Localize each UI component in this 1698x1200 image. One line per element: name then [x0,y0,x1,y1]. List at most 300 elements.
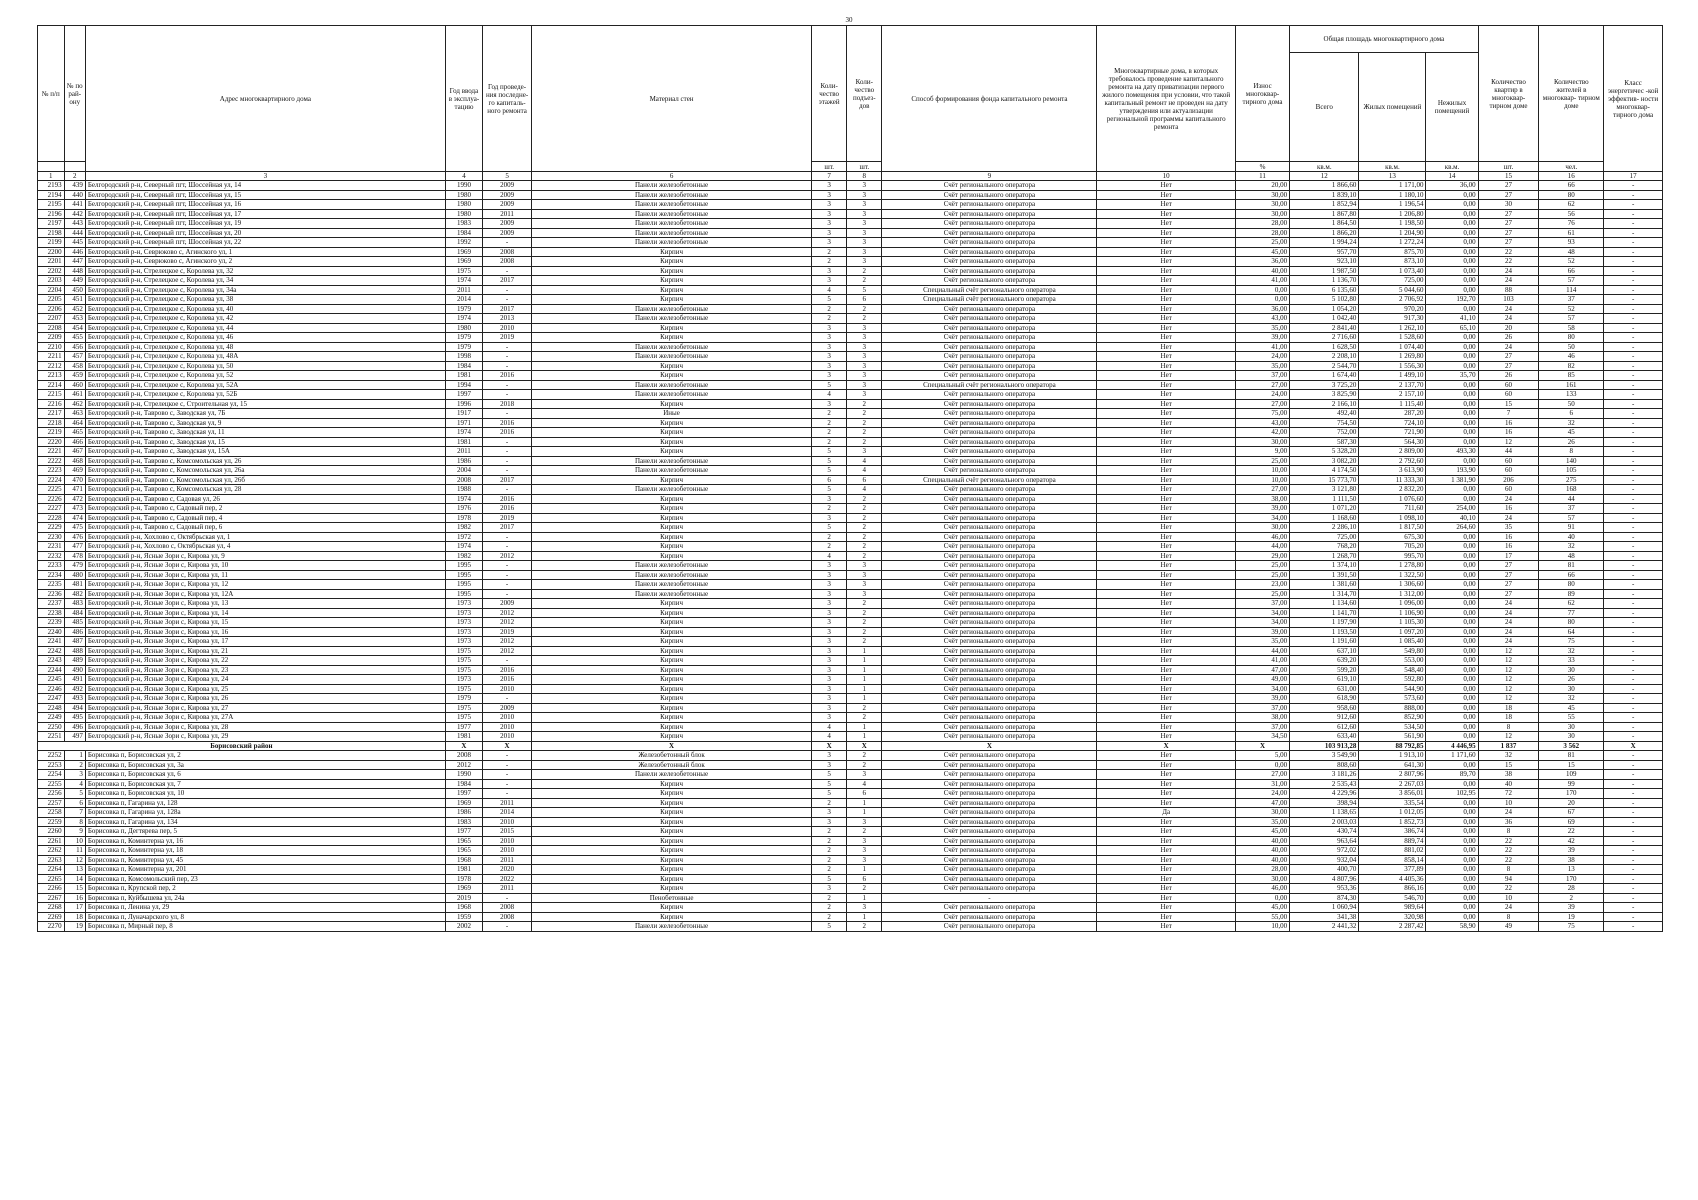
cell-wall-material: Панели железобетонные [532,485,812,495]
cell-area-living: 546,70 [1359,893,1426,903]
cell-num: 2193 [38,181,65,191]
cell-area-living: 1 096,00 [1359,599,1426,609]
unit-entrances: шт. [847,162,882,172]
cell-floors: 3 [812,646,847,656]
cell-floors: 3 [812,323,847,333]
cell-wall-material: Кирпич [532,694,812,704]
cell-wear: 5,00 [1235,751,1289,761]
cell-wall-material: Панели железобетонные [532,304,812,314]
cell-fund-method: Счёт регионального оператора [882,238,1097,248]
cell-entrances: 2 [847,827,882,837]
cell-fund-method: Счёт регионального оператора [882,846,1097,856]
cell-area-living: 1 913,10 [1359,751,1426,761]
cell-residents: 45 [1539,703,1604,713]
cell-residents: 170 [1539,874,1604,884]
cell-area-living: 1 074,40 [1359,342,1426,352]
header-entrances: Коли- чество подъез- дов [847,26,882,162]
cell-entrances: 3 [847,200,882,210]
cell-area-living: 1 262,10 [1359,323,1426,333]
table-row [38,323,1663,333]
cell-district-num: 475 [64,523,85,533]
table-row [38,665,1663,675]
cell-wear: 9,00 [1235,447,1289,457]
cell-flats: 24 [1478,903,1539,913]
table-row [38,418,1663,428]
table-row [38,836,1663,846]
cell-entrances: 3 [847,228,882,238]
cell-area-nonliving: 0,00 [1426,361,1478,371]
cell-address: Белгородский р-н, Хохлово с, Октябрьская ул, 1 [85,532,445,542]
cell-energy-class: - [1604,304,1663,314]
cell-wall-material: Кирпич [532,675,812,685]
cell-area-living: 1 073,40 [1359,266,1426,276]
cell-residents: 66 [1539,266,1604,276]
cell-wall-material: Кирпич [532,532,812,542]
cell-district-num: 467 [64,447,85,457]
cell-wall-material: Кирпич [532,285,812,295]
cell-flats: 22 [1478,836,1539,846]
cell-wear: 47,00 [1235,798,1289,808]
cell-year-commissioned: 1969 [445,257,482,267]
cell-residents: 32 [1539,418,1604,428]
cell-fund-method: Счёт регионального оператора [882,447,1097,457]
cell-floors: 3 [812,342,847,352]
cell-repair-needed: Нет [1097,694,1235,704]
cell-address: Белгородский р-н, Таврово с, Комсомольская ул, 26а [85,466,445,476]
cell-floors: 5 [812,380,847,390]
cell-wall-material: Кирпич [532,333,812,343]
cell-address: Белгородский р-н, Северный пгт, Шоссейная ул, 20 [85,228,445,238]
cell-address: Белгородский р-н, Таврово с, Заводская ул, 15 [85,437,445,447]
cell-entrances: 2 [847,428,882,438]
cell-num: 2265 [38,874,65,884]
cell-wear: 27,00 [1235,399,1289,409]
cell-year-commissioned: 1978 [445,513,482,523]
cell-wear: 46,00 [1235,532,1289,542]
cell-repair-needed: Нет [1097,323,1235,333]
cell-num: 2224 [38,475,65,485]
cell-district-num: 478 [64,551,85,561]
table-row [38,684,1663,694]
cell-wear: 46,00 [1235,884,1289,894]
cell-area-nonliving: 0,00 [1426,285,1478,295]
cell-floors: 5 [812,789,847,799]
cell-area-total: 1 867,80 [1290,209,1359,219]
cell-district-num: 497 [64,732,85,742]
cell-num: 2241 [38,637,65,647]
cell-flats: 27 [1478,238,1539,248]
cell-year-last-repair: 2010 [483,713,532,723]
cell-area-total: 1 866,60 [1290,181,1359,191]
cell-energy-class: - [1604,751,1663,761]
cell-year-commissioned: 2019 [445,893,482,903]
cell-flats: 103 [1478,295,1539,305]
cell-flats: 10 [1478,798,1539,808]
table-row [38,428,1663,438]
cell-address: Белгородский р-н, Таврово с, Комсомольская ул, 26 [85,456,445,466]
cell-energy-class: - [1604,665,1663,675]
cell-residents: 58 [1539,323,1604,333]
cell-area-nonliving: 0,00 [1426,627,1478,637]
cell-address: Белгородский р-н, Таврово с, Садовый пер, 4 [85,513,445,523]
cell-area-total: 637,10 [1290,646,1359,656]
cell-fund-method: Счёт регионального оператора [882,789,1097,799]
district-x: X [882,741,1097,751]
cell-address: Белгородский р-н, Ясные Зори с, Кирова ул, 9 [85,551,445,561]
cell-year-commissioned: 1990 [445,181,482,191]
cell-num: 2217 [38,409,65,419]
cell-fund-method: Счёт регионального оператора [882,428,1097,438]
cell-year-commissioned: 1983 [445,219,482,229]
cell-district-num: 486 [64,627,85,637]
cell-residents: 57 [1539,513,1604,523]
unit-wear: % [1235,162,1289,172]
cell-entrances: 2 [847,751,882,761]
column-number: 16 [1539,172,1604,181]
cell-repair-needed: Нет [1097,257,1235,267]
cell-flats: 12 [1478,665,1539,675]
cell-num: 2208 [38,323,65,333]
table-row [38,618,1663,628]
cell-wear: 0,00 [1235,285,1289,295]
cell-year-commissioned: 1995 [445,561,482,571]
cell-residents: 80 [1539,618,1604,628]
cell-residents: 91 [1539,523,1604,533]
cell-address: Борисовка п, Ленина ул, 29 [85,903,445,913]
cell-district-num: 459 [64,371,85,381]
cell-entrances: 3 [847,817,882,827]
cell-wall-material: Панели железобетонные [532,770,812,780]
cell-wall-material: Кирпич [532,884,812,894]
cell-year-last-repair: 2012 [483,608,532,618]
cell-year-last-repair: - [483,485,532,495]
cell-address: Белгородский р-н, Стрелецкое с, Королева ул, 42 [85,314,445,324]
cell-area-living: 3 613,90 [1359,466,1426,476]
cell-floors: 5 [812,295,847,305]
cell-district-num: 442 [64,209,85,219]
cell-energy-class: - [1604,589,1663,599]
cell-residents: 30 [1539,684,1604,694]
cell-repair-needed: Нет [1097,466,1235,476]
cell-wear: 34,00 [1235,684,1289,694]
cell-wear: 30,00 [1235,200,1289,210]
cell-area-total: 2 286,10 [1290,523,1359,533]
cell-repair-needed: Нет [1097,836,1235,846]
cell-repair-needed: Нет [1097,228,1235,238]
cell-wall-material: Кирпич [532,428,812,438]
cell-area-nonliving: 102,95 [1426,789,1478,799]
table-row [38,399,1663,409]
cell-year-commissioned: 1973 [445,608,482,618]
cell-energy-class: - [1604,608,1663,618]
cell-year-commissioned: 1995 [445,580,482,590]
cell-year-last-repair: - [483,789,532,799]
cell-area-total: 3 825,90 [1290,390,1359,400]
cell-fund-method: Счёт регионального оператора [882,418,1097,428]
cell-year-commissioned: 1979 [445,333,482,343]
cell-area-nonliving: 0,00 [1426,665,1478,675]
cell-repair-needed: Нет [1097,646,1235,656]
cell-wall-material: Кирпич [532,475,812,485]
cell-area-nonliving: 0,00 [1426,266,1478,276]
cell-energy-class: - [1604,323,1663,333]
cell-repair-needed: Нет [1097,675,1235,685]
cell-area-total: 3 725,20 [1290,380,1359,390]
cell-district-num: 6 [64,798,85,808]
cell-residents: 89 [1539,589,1604,599]
table-header [38,26,1663,181]
cell-entrances: 1 [847,893,882,903]
cell-flats: 88 [1478,285,1539,295]
cell-entrances: 1 [847,646,882,656]
cell-num: 2205 [38,295,65,305]
table-row [38,361,1663,371]
cell-floors: 3 [812,352,847,362]
table-row [38,285,1663,295]
cell-num: 2245 [38,675,65,685]
cell-num: 2270 [38,922,65,932]
cell-wall-material: Кирпич [532,399,812,409]
cell-num: 2256 [38,789,65,799]
cell-area-total: 1 674,40 [1290,371,1359,381]
cell-year-last-repair: 2009 [483,599,532,609]
cell-floors: 3 [812,190,847,200]
cell-repair-needed: Нет [1097,542,1235,552]
table-row [38,627,1663,637]
cell-area-living: 1 106,90 [1359,608,1426,618]
cell-address: Белгородский р-н, Стрелецкое с, Королева ул, 40 [85,304,445,314]
cell-year-commissioned: 2011 [445,447,482,457]
cell-repair-needed: Нет [1097,352,1235,362]
cell-year-last-repair: 2010 [483,817,532,827]
cell-entrances: 1 [847,694,882,704]
cell-area-living: 2 706,92 [1359,295,1426,305]
cell-repair-needed: Нет [1097,722,1235,732]
cell-floors: 3 [812,760,847,770]
cell-year-last-repair: 2016 [483,665,532,675]
cell-area-living: 386,74 [1359,827,1426,837]
cell-num: 2234 [38,570,65,580]
cell-year-commissioned: 1981 [445,732,482,742]
table-row [38,266,1663,276]
cell-fund-method: Счёт регионального оператора [882,513,1097,523]
cell-wear: 35,00 [1235,361,1289,371]
cell-address: Белгородский р-н, Хохлово с, Октябрьская ул, 4 [85,542,445,552]
cell-repair-needed: Нет [1097,656,1235,666]
cell-repair-needed: Нет [1097,789,1235,799]
cell-floors: 3 [812,703,847,713]
table-row [38,865,1663,875]
cell-district-num: 491 [64,675,85,685]
cell-fund-method: Счёт регионального оператора [882,779,1097,789]
cell-district-num: 468 [64,456,85,466]
cell-repair-needed: Нет [1097,589,1235,599]
table-row [38,827,1663,837]
cell-flats: 16 [1478,428,1539,438]
cell-repair-needed: Нет [1097,903,1235,913]
cell-area-living: 1 206,80 [1359,209,1426,219]
cell-fund-method: Счёт регионального оператора [882,827,1097,837]
cell-year-commissioned: 1982 [445,551,482,561]
cell-wall-material: Кирпич [532,513,812,523]
cell-year-commissioned: 1974 [445,494,482,504]
cell-fund-method: Счёт регионального оператора [882,608,1097,618]
cell-floors: 2 [812,912,847,922]
cell-residents: 48 [1539,551,1604,561]
cell-area-nonliving: 0,00 [1426,903,1478,913]
cell-area-total: 1 391,50 [1290,570,1359,580]
table-row [38,276,1663,286]
cell-year-last-repair: - [483,751,532,761]
cell-num: 2238 [38,608,65,618]
cell-area-living: 1 198,50 [1359,219,1426,229]
cell-area-living: 377,89 [1359,865,1426,875]
cell-district-num: 439 [64,181,85,191]
cell-wall-material: Кирпич [532,836,812,846]
cell-year-last-repair: 2016 [483,418,532,428]
cell-year-last-repair: - [483,542,532,552]
district-x: X [1235,741,1289,751]
cell-area-total: 1 141,70 [1290,608,1359,618]
cell-address: Борисовка п, Борисовская ул, 6 [85,770,445,780]
column-number: 7 [812,172,847,181]
cell-num: 2207 [38,314,65,324]
table-row [38,770,1663,780]
cell-year-last-repair: 2008 [483,247,532,257]
cell-entrances: 4 [847,485,882,495]
cell-year-commissioned: 1917 [445,409,482,419]
unit-area-total: кв.м. [1290,162,1359,172]
table-row [38,722,1663,732]
cell-address: Белгородский р-н, Ясные Зори с, Кирова ул, 16 [85,627,445,637]
cell-area-total: 4 174,50 [1290,466,1359,476]
column-number: 5 [483,172,532,181]
cell-repair-needed: Нет [1097,266,1235,276]
cell-year-commissioned: 1984 [445,228,482,238]
cell-district-num: 453 [64,314,85,324]
cell-flats: 15 [1478,399,1539,409]
cell-area-total: 1 839,10 [1290,190,1359,200]
cell-repair-needed: Нет [1097,874,1235,884]
table-row [38,542,1663,552]
cell-address: Борисовка п, Куйбышева ул, 24а [85,893,445,903]
cell-wall-material: Кирпич [532,798,812,808]
cell-year-last-repair: - [483,390,532,400]
cell-area-living: 675,30 [1359,532,1426,542]
header-area-living: Жилых помещений [1359,53,1426,162]
cell-address: Белгородский р-н, Стрелецкое с, Королева ул, 34а [85,285,445,295]
header-wall-material: Материал стен [532,26,812,172]
cell-address: Белгородский р-н, Ясные Зори с, Кирова ул, 17 [85,637,445,647]
cell-fund-method: Счёт регионального оператора [882,684,1097,694]
cell-residents: 161 [1539,380,1604,390]
cell-wear: 35,00 [1235,817,1289,827]
cell-year-commissioned: 1975 [445,646,482,656]
cell-flats: 24 [1478,599,1539,609]
cell-flats: 38 [1478,770,1539,780]
cell-floors: 2 [812,865,847,875]
cell-district-num: 11 [64,846,85,856]
cell-floors: 3 [812,200,847,210]
cell-repair-needed: Нет [1097,238,1235,248]
cell-year-commissioned: 1975 [445,703,482,713]
cell-wall-material: Иные [532,409,812,419]
cell-num: 2227 [38,504,65,514]
cell-energy-class: - [1604,599,1663,609]
cell-year-last-repair: - [483,361,532,371]
cell-entrances: 3 [847,181,882,191]
cell-fund-method: Счёт регионального оператора [882,409,1097,419]
cell-district-num: 484 [64,608,85,618]
cell-wear: 20,00 [1235,181,1289,191]
cell-area-total: 587,30 [1290,437,1359,447]
cell-residents: 81 [1539,561,1604,571]
cell-num: 2246 [38,684,65,694]
cell-area-nonliving: 0,00 [1426,694,1478,704]
cell-residents: 99 [1539,779,1604,789]
cell-district-num: 16 [64,893,85,903]
cell-residents: 50 [1539,399,1604,409]
cell-floors: 5 [812,485,847,495]
cell-flats: 12 [1478,437,1539,447]
table-row [38,409,1663,419]
cell-address: Борисовка п, Борисовская ул, 2 [85,751,445,761]
cell-year-last-repair: 2017 [483,475,532,485]
cell-year-commissioned: 1977 [445,722,482,732]
cell-entrances: 2 [847,304,882,314]
cell-floors: 3 [812,884,847,894]
cell-fund-method: Специальный счёт регионального оператора [882,295,1097,305]
column-number: 13 [1359,172,1426,181]
cell-entrances: 3 [847,580,882,590]
cell-wear: 25,00 [1235,570,1289,580]
cell-area-living: 866,16 [1359,884,1426,894]
cell-repair-needed: Нет [1097,570,1235,580]
cell-year-commissioned: 2014 [445,295,482,305]
cell-energy-class: - [1604,903,1663,913]
cell-energy-class: - [1604,504,1663,514]
cell-repair-needed: Нет [1097,342,1235,352]
cell-wall-material: Панели железобетонные [532,190,812,200]
cell-year-commissioned: 2012 [445,760,482,770]
cell-wear: 34,50 [1235,732,1289,742]
cell-area-living: 548,40 [1359,665,1426,675]
cell-year-last-repair: 2009 [483,703,532,713]
cell-fund-method: Счёт регионального оператора [882,808,1097,818]
cell-wear: 35,00 [1235,323,1289,333]
cell-wall-material: Кирпич [532,722,812,732]
cell-year-last-repair: - [483,266,532,276]
cell-district-num: 489 [64,656,85,666]
cell-residents: 75 [1539,637,1604,647]
cell-wear: 40,00 [1235,855,1289,865]
cell-num: 2196 [38,209,65,219]
cell-area-total: 1 268,70 [1290,551,1359,561]
column-number: 11 [1235,172,1289,181]
cell-num: 2259 [38,817,65,827]
cell-area-total: 631,00 [1290,684,1359,694]
cell-area-living: 1 272,24 [1359,238,1426,248]
cell-residents: 30 [1539,732,1604,742]
cell-fund-method: Счёт регионального оператора [882,390,1097,400]
cell-year-commissioned: 1978 [445,874,482,884]
cell-year-last-repair: - [483,656,532,666]
cell-year-last-repair: - [483,532,532,542]
cell-floors: 3 [812,361,847,371]
cell-year-last-repair: 2008 [483,257,532,267]
cell-energy-class: - [1604,447,1663,457]
cell-wall-material: Кирпич [532,846,812,856]
